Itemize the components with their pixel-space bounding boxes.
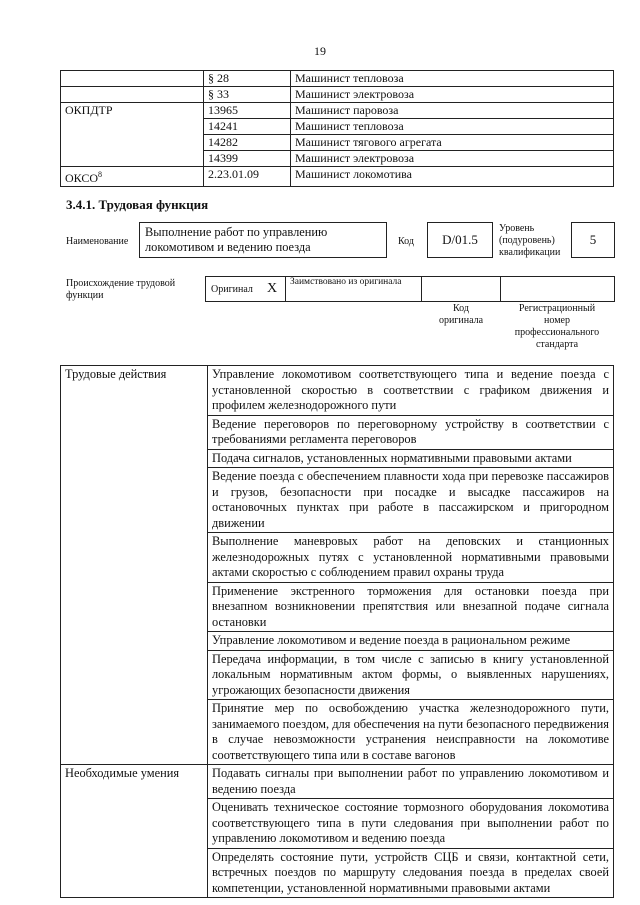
table-cell: ОКПДТР <box>61 103 204 167</box>
original-mark: X <box>267 281 278 296</box>
labor-action-item: Выполнение маневровых работ на деповских и станционных железнодорожных путях с установленной нормативными правовыми актами скоростью с соблюдением правил охраны труда <box>208 533 614 583</box>
labor-action-item: Управление локомотивом и ведение поезда в рациональном режиме <box>208 632 614 651</box>
reg-number-box <box>500 276 615 302</box>
code-box <box>427 222 493 258</box>
table-row <box>61 71 614 87</box>
page-number: 19 <box>314 44 326 58</box>
section-title: 3.4.1. Трудовая функция <box>66 197 209 212</box>
table-cell: Машинист тягового агрегата <box>291 135 614 151</box>
function-name: Выполнение работ по управлению локомотивом и ведению поезда <box>145 225 328 254</box>
skill-item: Подавать сигналы при выполнении работ по управлению локомотивом и ведению поезда <box>208 765 614 799</box>
table-cell <box>61 71 204 87</box>
code-original-caption: Код оригинала <box>438 303 484 326</box>
labor-action-item: Принятие мер по освобождению участка железнодорожного пути, занимаемого поездом, для обеспечения на пути безопасного передвижения в случае невозможности устранения неисправности на локомотиве соответствующего типа или в составе вагонов <box>208 700 614 765</box>
labor-action-item: Подача сигналов, установленных нормативными правовыми актами <box>208 449 614 468</box>
code-label: Код <box>398 236 414 247</box>
table-cell: 13965 <box>204 103 291 119</box>
table-cell: § 33 <box>204 87 291 103</box>
code-value: D/01.5 <box>442 232 478 247</box>
okso-label: ОКСО <box>65 171 99 185</box>
skill-item: Определять состояние пути, устройств СЦБ и связи, контактной сети, встречных поездов по маршруту следования поезда в пределах своей компетенции, установленной нормативными правовыми актами <box>208 848 614 898</box>
origin-label: Происхождение трудовой функции <box>66 278 176 301</box>
footnote-marker: 8 <box>98 170 103 179</box>
table-cell: 14399 <box>204 151 291 167</box>
table-cell: 14241 <box>204 119 291 135</box>
table-row <box>61 87 614 103</box>
labor-action-item: Передача информации, в том числе с записью в книгу установленной локальным нормативным актом формы, о выявленных нарушениях, угрожающих безопасности движения <box>208 650 614 700</box>
labor-actions-label: Трудовые действия <box>61 366 208 765</box>
table-cell: Машинист электровоза <box>291 151 614 167</box>
code-original-box <box>421 276 501 302</box>
table-cell <box>61 87 204 103</box>
original-box <box>205 276 286 302</box>
codes-table <box>60 70 614 187</box>
table-row <box>61 167 614 187</box>
table-cell: 2.23.01.09 <box>204 167 291 187</box>
table-cell: Машинист электровоза <box>291 87 614 103</box>
table-cell: Машинист тепловоза <box>291 71 614 87</box>
skills-label: Необходимые умения <box>61 765 208 898</box>
table-row <box>61 103 614 119</box>
skill-item: Оценивать техническое состояние тормозного оборудования локомотива соответствующего типа в пути следования при выполнении работ по управлению локомотивом и ведению поезда <box>208 799 614 849</box>
labor-function-table <box>60 365 614 898</box>
table-cell <box>61 167 204 187</box>
table-cell: Машинист локомотива <box>291 167 614 187</box>
naming-label: Наименование <box>66 236 129 247</box>
level-value: 5 <box>589 232 597 247</box>
table-row <box>61 765 614 799</box>
table-row <box>61 366 614 416</box>
table-cell: 14282 <box>204 135 291 151</box>
labor-action-item: Применение экстренного торможения для остановки поезда при внезапном возникновении препятствия или внезапной подаче сигнала остановки <box>208 582 614 632</box>
function-name-box <box>139 222 387 258</box>
borrowed-label: Заимствовано из оригинала <box>290 277 402 287</box>
table-cell: § 28 <box>204 71 291 87</box>
reg-number-caption: Регистрационный номер профессионального стандарта <box>514 303 600 350</box>
borrowed-box <box>285 276 422 302</box>
table-cell: Машинист тепловоза <box>291 119 614 135</box>
table-cell: Машинист паровоза <box>291 103 614 119</box>
labor-action-item: Ведение поезда с обеспечением плавности хода при перевозке пассажиров и грузов, безопасности при посадке и высадке пассажиров на остановочных пунктах при работе в пассажирском и пригородном движении <box>208 468 614 533</box>
level-label: Уровень (подуровень) квалификации <box>499 223 561 258</box>
level-box <box>571 222 615 258</box>
original-label: Оригинал <box>211 284 253 295</box>
labor-action-item: Ведение переговоров по переговорному устройству в соответствии с требованиями регламента переговоров <box>208 415 614 449</box>
labor-action-item: Управление локомотивом соответствующего типа и ведение поезда с установленной скоростью в соответствии с графиком движения и профилем железнодорожного пути <box>208 366 614 416</box>
